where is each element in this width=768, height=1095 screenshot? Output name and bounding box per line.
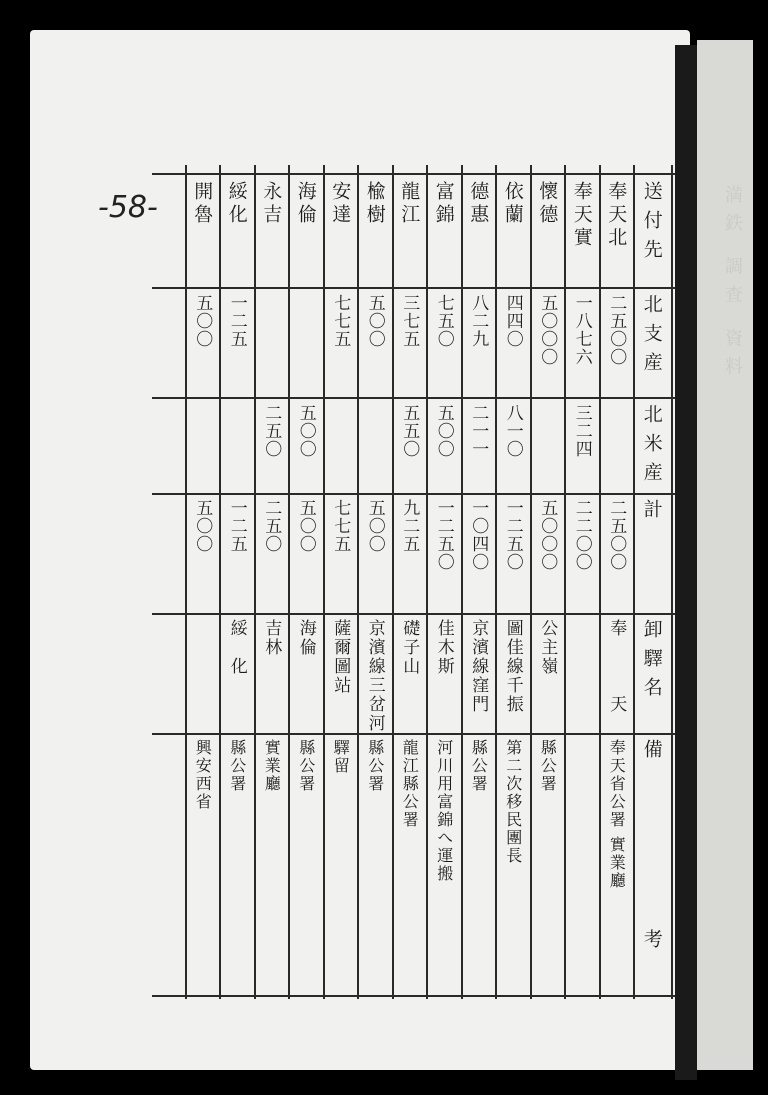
row-total-qty: 一二五〇 <box>433 499 454 571</box>
row-north-america-qty <box>188 404 219 488</box>
table-rule <box>564 165 566 999</box>
row-note: 奉天省公署 實業廳 <box>607 739 627 891</box>
row-note: 第二次移民團長 <box>503 739 523 865</box>
table-rule <box>152 287 675 289</box>
row-north-china-qty: 一八七六 <box>571 294 592 366</box>
row-north-china-qty: 四四〇 <box>502 294 523 348</box>
row-north-america-qty: 二一一 <box>468 404 489 458</box>
table-rule <box>254 165 256 999</box>
row-note: 縣公署 <box>296 739 316 793</box>
table-rule <box>185 165 187 999</box>
row-destination: 楡樹 <box>363 181 386 227</box>
row-total-qty: 五〇〇 <box>295 499 316 553</box>
row-station: 薩爾圖站 <box>330 619 351 695</box>
row-destination: 綏化 <box>225 181 248 227</box>
row-destination: 懷德 <box>536 181 559 227</box>
row-note: 縣公署 <box>365 739 385 793</box>
row-station: 礎子山 <box>399 619 420 676</box>
row-north-china-qty: 八二九 <box>468 294 489 348</box>
row-destination: 永吉 <box>260 181 283 227</box>
table-rule <box>599 165 601 999</box>
row-note: 龍江縣公署 <box>400 739 420 829</box>
row-note: 河川用富錦へ運搬 <box>434 739 454 883</box>
row-north-china-qty <box>257 294 288 393</box>
header-north-china: 北支産 <box>640 294 663 381</box>
row-note: 實業廳 <box>262 739 282 793</box>
table-rule <box>152 493 675 495</box>
row-note <box>567 739 598 973</box>
row-north-china-qty: 五〇〇 <box>364 294 385 348</box>
row-station: 京濱線窪門 <box>468 619 489 714</box>
row-note: 縣公署 <box>538 739 558 793</box>
row-station: 京濱線三岔河 <box>364 619 385 733</box>
row-north-america-qty <box>602 404 633 488</box>
row-note: 縣公署 <box>469 739 489 793</box>
header-total: 計 <box>640 499 663 528</box>
row-total-qty: 二五〇 <box>261 499 282 553</box>
row-total-qty: 一〇四〇 <box>468 499 489 571</box>
row-destination: 富錦 <box>432 181 455 227</box>
row-total-qty: 五〇〇 <box>364 499 385 553</box>
row-total-qty: 二五〇〇 <box>606 499 627 571</box>
row-total-qty: 九二五 <box>399 499 420 553</box>
table-rule <box>530 165 532 999</box>
row-north-china-qty: 二五〇〇 <box>606 294 627 366</box>
row-note: 驛留 <box>331 739 351 775</box>
header-station: 卸驛名 <box>640 619 663 706</box>
row-north-china-qty: 五〇〇〇 <box>537 294 558 366</box>
table-rule <box>495 165 497 999</box>
row-north-china-qty: 五〇〇 <box>192 294 213 348</box>
row-destination: 龍江 <box>398 181 421 227</box>
table-rule <box>219 165 221 999</box>
row-north-america-qty: 五五〇 <box>399 404 420 458</box>
row-destination: 奉天實 <box>570 181 593 250</box>
header-note-prefix: 備 <box>640 739 663 768</box>
header-destination: 送付先 <box>640 181 663 268</box>
row-total-qty: 七七五 <box>330 499 351 553</box>
row-north-china-qty: 一二五 <box>226 294 247 348</box>
row-station: 公主嶺 <box>537 619 558 676</box>
row-destination: 海倫 <box>294 181 317 227</box>
page-spine-shadow <box>675 45 697 1080</box>
row-total-qty: 二二〇〇 <box>571 499 592 571</box>
table-rule <box>152 173 675 175</box>
row-station: 海倫 <box>295 619 316 657</box>
row-total-qty: 五〇〇 <box>192 499 213 553</box>
row-north-china-qty: 七七五 <box>330 294 351 348</box>
row-north-america-qty <box>533 404 564 488</box>
table-rule <box>152 733 675 735</box>
row-north-america-qty <box>222 404 253 488</box>
row-station <box>567 619 598 728</box>
row-north-america-qty: 二五〇 <box>261 404 282 458</box>
row-destination: 奉天北 <box>605 181 628 250</box>
shipment-table <box>152 165 675 998</box>
header-north-america: 北米産 <box>640 404 663 491</box>
table-rule <box>671 165 673 999</box>
row-total-qty: 一二五 <box>226 499 247 553</box>
table-rule <box>426 165 428 999</box>
row-destination: 安達 <box>329 181 352 227</box>
table-rule <box>392 165 394 999</box>
row-destination: 德惠 <box>467 181 490 227</box>
row-station: 吉林 <box>261 619 282 657</box>
row-north-america-qty <box>360 404 391 488</box>
row-station: 奉 天 <box>606 619 627 714</box>
row-total-qty: 五〇〇〇 <box>537 499 558 571</box>
row-station: 圖佳線千振 <box>502 619 523 714</box>
row-north-america-qty: 五〇〇 <box>295 404 316 458</box>
row-north-america-qty: 八一〇 <box>502 404 523 458</box>
table-rule <box>152 613 675 615</box>
bleed-through-text: 満鉄 調査 資料 <box>722 185 743 385</box>
row-total-qty: 一二五〇 <box>502 499 523 571</box>
row-destination: 依蘭 <box>501 181 524 227</box>
row-station: 佳木斯 <box>433 619 454 676</box>
row-north-america-qty <box>326 404 357 488</box>
row-north-china-qty: 七五〇 <box>433 294 454 348</box>
row-north-america-qty: 五〇〇 <box>433 404 454 458</box>
table-rule <box>152 995 675 997</box>
row-destination: 開魯 <box>191 181 214 227</box>
row-station <box>188 619 219 728</box>
header-note-suffix: 考 <box>640 929 663 958</box>
table-rule <box>461 165 463 999</box>
table-rule <box>152 397 675 399</box>
table-rule <box>288 165 290 999</box>
table-rule <box>357 165 359 999</box>
table-rule <box>633 165 635 999</box>
row-note: 縣公署 <box>227 739 247 793</box>
row-station: 綏 化 <box>226 619 247 676</box>
page-number: -58- <box>98 190 158 225</box>
row-north-china-qty <box>291 294 322 393</box>
table-rule <box>323 165 325 999</box>
row-note: 興安西省 <box>193 739 213 811</box>
row-north-america-qty: 三二四 <box>571 404 592 458</box>
row-north-china-qty: 三七五 <box>399 294 420 348</box>
